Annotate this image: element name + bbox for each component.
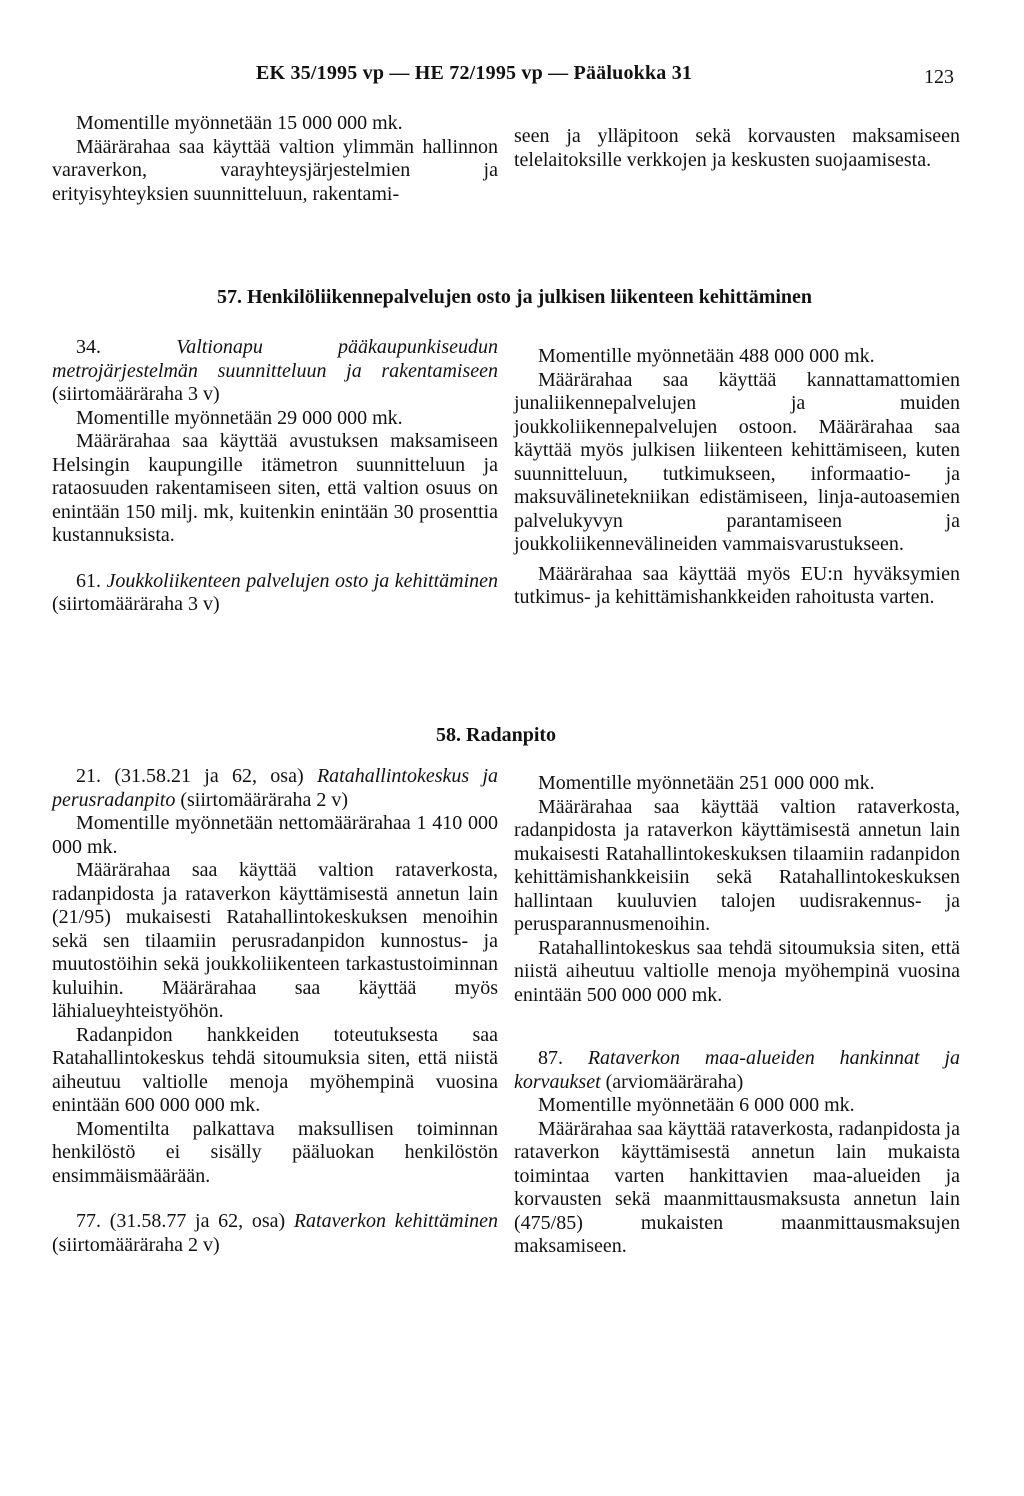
paragraph: Ratahallintokeskus saa tehdä sitoumuksia siten, että niistä aiheutuu valtiolle menoja myöhempinä vuosina enintään 500 000 000 mk. (514, 936, 960, 1006)
item-title: Rataverkon maa-alueiden hankinnat ja korvaukset (514, 1047, 960, 1093)
paragraph: Momentille myönnetään 29 000 000 mk. (76, 406, 403, 429)
item-number: 61. (76, 569, 101, 592)
appropriation-type: (siirtomääräraha 3 v) (52, 383, 220, 405)
section-58-heading: 58. Radanpito (436, 724, 557, 746)
item-21-heading (52, 765, 498, 812)
top-left-column (52, 112, 498, 206)
appropriation-type: (siirtomääräraha 2 v) (180, 788, 349, 811)
paragraph: Momentille myönnetään 6 000 000 mk. (538, 1094, 855, 1116)
paragraph: Määrärahaa saa käyttää valtion ylimmän hallinnon varaverkon, varayhteysjärjestelmien ja erityisyhteyksien suunnitteluun, rakentami- (52, 135, 498, 205)
item-61-heading (52, 570, 498, 617)
paragraph: Määrärahaa saa käyttää kannattamattomien junaliikennepalvelujen ja muiden joukkoliikennepalvelujen ostoon. Määrärahaa saa käyttää myös julkisen liikenteen kehittämiseen, kuten suunnitteluun, tutkimukseen, informaatio- ja maksuvälinetekniikan edistämiseen, linja-autoasemien palvelukyvyn parantamiseen ja joukkoliikennevälineiden vammaisvarustukseen. (514, 368, 960, 555)
paragraph: Momentille myönnetään nettomäärärahaa 1 410 000 000 mk. (52, 812, 498, 858)
section-58-left-column (52, 765, 498, 1257)
paragraph: Määrärahaa saa käyttää rataverkosta, radanpidosta ja rataverkon käyttämisestä annetun lain mukaista toimintaa varten hankittavien maa-alueiden ja korvausten sekä maanmittausmaksusta annetun lain (475/85) mukaisten maanmittausmaksujen maksamiseen. (514, 1117, 960, 1257)
section-57-right-column (514, 345, 960, 610)
item-number: 34. (76, 336, 101, 358)
paragraph: Momentille myönnetään 15 000 000 mk. (76, 112, 403, 134)
item-number: 87. (538, 1047, 563, 1069)
item-title: Joukkoliikenteen palvelujen osto ja kehittäminen (106, 569, 499, 592)
paragraph: Momentilta palkattava maksullisen toiminnan henkilöstö ei sisälly pääluokan henkilöstön ensimmäismäärään. (52, 1117, 498, 1187)
section-58-right-column (514, 772, 960, 1259)
item-title: Ratahallintokeskus ja perusradanpito (52, 765, 499, 811)
paragraph: Määrärahaa saa käyttää myös EU:n hyväksymien tutkimus- ja kehittämishankkeiden rahoitusta varten. (514, 562, 960, 608)
appropriation-type: (siirtomääräraha 3 v) (52, 593, 220, 615)
item-number: 21. (76, 765, 101, 787)
paragraph: Määrärahaa saa käyttää valtion rataverkosta, radanpidosta ja rataverkon käyttämisestä annetun lain mukaisesti Ratahallintokeskuksen tilaamiin radanpidon kehittämishankkeisiin sekä Ratahallintokeskuksen hallintaan kuuluvien talojen uudisrakennus- ja perusparannusmenoihin. (514, 795, 960, 935)
item-reference: (31.58.21 ja 62, osa) (114, 765, 304, 787)
top-right-column (514, 125, 960, 172)
appropriation-type: (siirtomääräraha 2 v) (52, 1233, 220, 1256)
item-reference: (31.58.77 ja 62, osa) (109, 1210, 286, 1232)
page-number: 123 (924, 66, 954, 88)
paragraph: Momentille myönnetään 488 000 000 mk. (538, 345, 875, 367)
item-87-heading (514, 1047, 960, 1094)
header-title: EK 35/1995 vp — HE 72/1995 vp — Pääluokka 31 (256, 62, 693, 84)
paragraph: Radanpidon hankkeiden toteutuksesta saa Ratahallintokeskus tehdä sitoumuksia siten, että niistä aiheutuu valtiolle menoja myöhempinä vuosina enintään 600 000 000 mk. (52, 1023, 498, 1116)
item-number: 77. (76, 1210, 101, 1232)
paragraph: Määrärahaa saa käyttää avustuksen maksamiseen Helsingin kaupungille itämetron suunnitteluun ja rataosuuden rakentamiseen siten, että valtion osuus on enintään 150 milj. mk, kuitenkin enintään 30 prosenttia kustannuksista. (52, 430, 498, 546)
item-title: Rataverkon kehittäminen (293, 1210, 498, 1232)
item-77-heading (52, 1210, 498, 1257)
section-57-heading: 57. Henkilöliikennepalvelujen osto ja julkisen liikenteen kehittäminen (217, 286, 813, 308)
paragraph: Momentille myönnetään 251 000 000 mk. (538, 772, 875, 794)
appropriation-type: (arviomääräraha) (605, 1070, 744, 1093)
section-57-left-column (52, 336, 498, 617)
item-34-heading (52, 336, 498, 407)
item-title: Valtionapu pääkaupunkiseudun metrojärjestelmän suunnitteluun ja rakentamiseen (52, 336, 499, 382)
page-header (0, 62, 1024, 102)
paragraph: Määrärahaa saa käyttää valtion rataverkosta, radanpidosta ja rataverkon käyttämisestä annetun lain (21/95) mukaisesti Ratahallintokeskuksen menoihin sekä sen tilaamiin perusradanpidon kunnostus- ja muutostöihin sekä joukkoliikenteen tarkastustoiminnan kuluihin. Määrärahaa saa käyttää myös lähialueyhteistyöhön. (52, 859, 498, 1022)
paragraph: seen ja ylläpitoon sekä korvausten maksamiseen telelaitoksille verkkojen ja keskusten suojaamisesta. (514, 125, 960, 171)
